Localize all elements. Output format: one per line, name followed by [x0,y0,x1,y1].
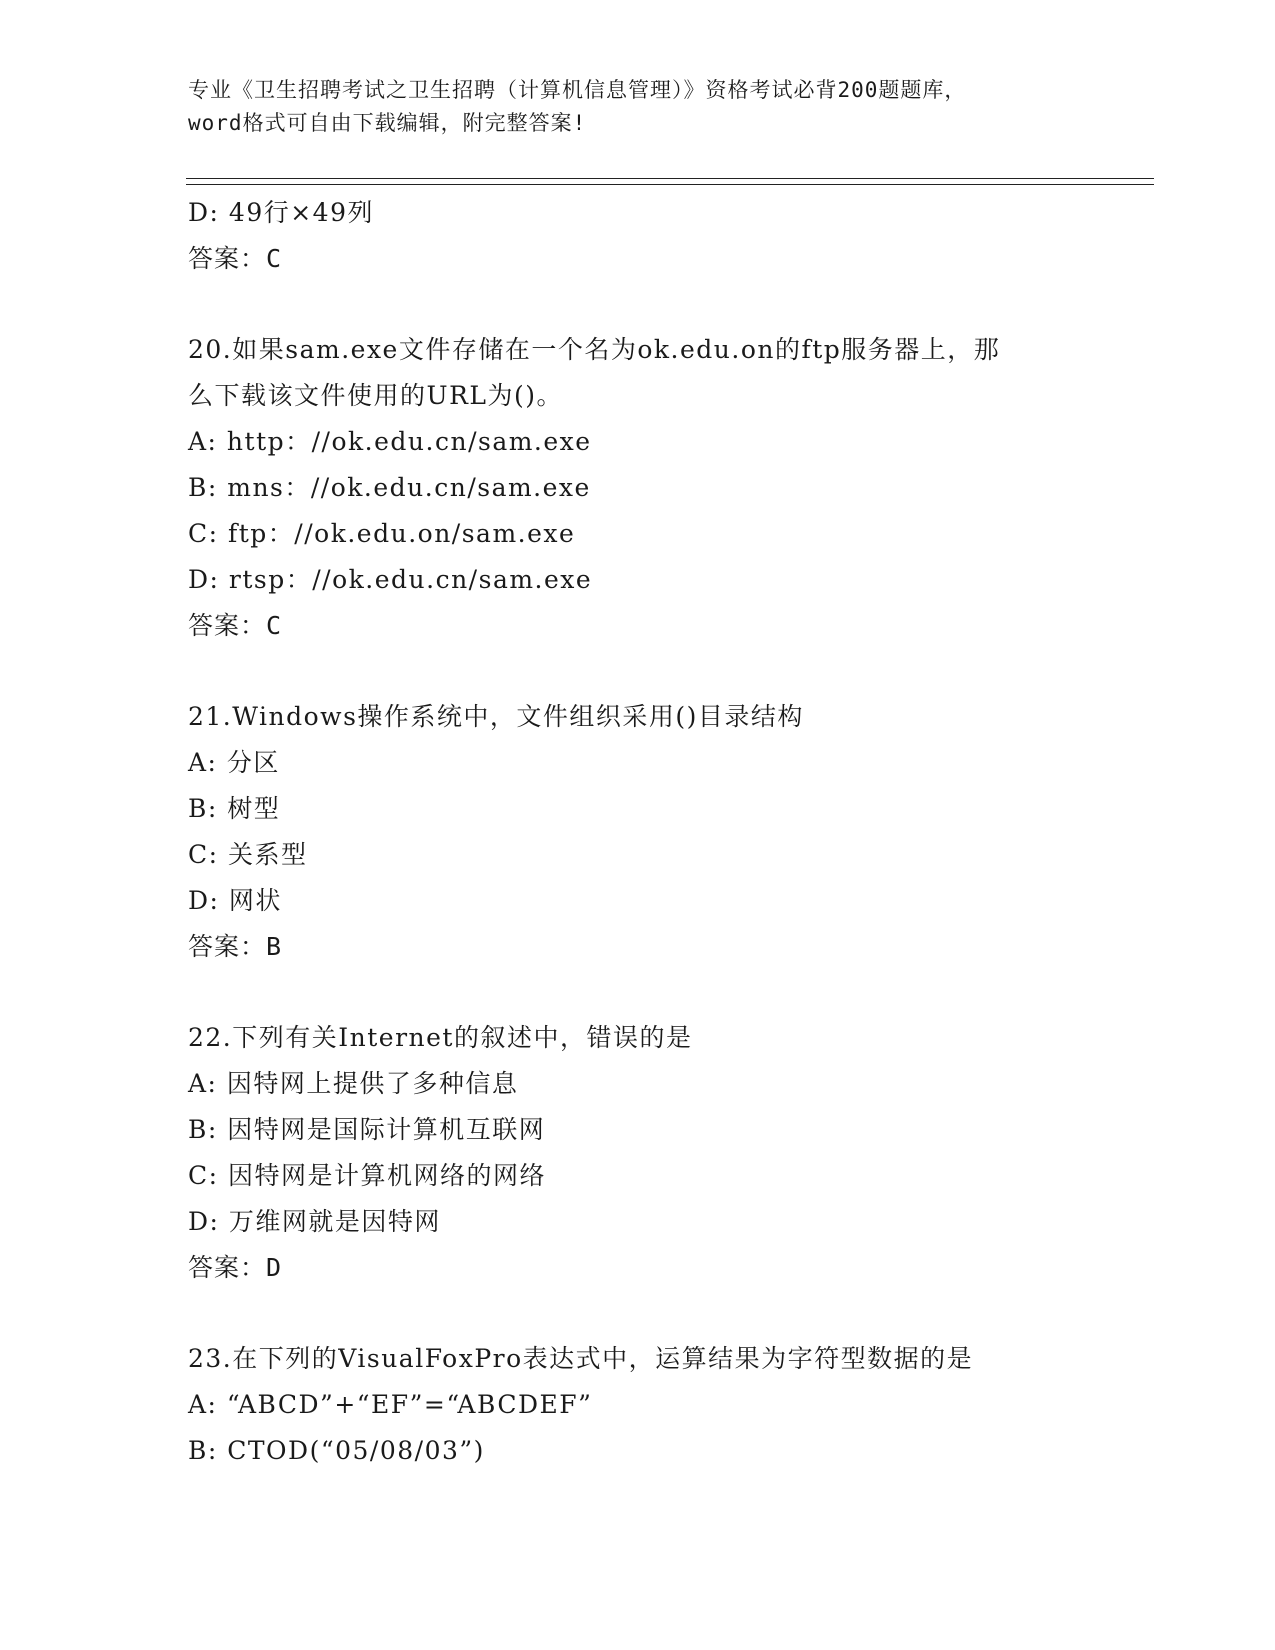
question-stem: 21.Windows操作系统中，文件组织采用()目录结构 [188,702,804,731]
option-c: C: ftp：//ok.edu.on/sam.exe [188,519,576,548]
answer-label: 答案：C [188,611,283,640]
header-line-1: 专业《卫生招聘考试之卫生招聘（计算机信息管理）》资格考试必背200题题库， [188,78,967,102]
option-b: B: CTOD(“05/08/03”) [188,1436,485,1465]
question-stem-continued: 么下载该文件使用的URL为()。 [188,381,564,410]
option-d: D: rtsp：//ok.edu.cn/sam.exe [188,565,593,594]
option-d: D: 网状 [188,886,282,915]
spacer [188,970,1168,1015]
option-b: B: mns：//ok.edu.cn/sam.exe [188,473,591,502]
option-a: A: http：//ok.edu.cn/sam.exe [188,427,592,456]
option-b: B: 树型 [188,794,281,823]
header-line-2: word格式可自由下载编辑，附完整答案! [188,111,587,135]
document-header [188,74,1088,140]
option-a: A: 因特网上提供了多种信息 [188,1069,519,1098]
answer-label: 答案：B [188,932,283,961]
option-b: B: 因特网是国际计算机互联网 [188,1115,546,1144]
header-divider-top [186,178,1154,179]
header-divider-bottom [186,184,1154,185]
question-21 [188,694,1168,970]
spacer [188,649,1168,694]
answer-label: 答案：C [188,244,283,273]
question-23 [188,1336,1168,1474]
question-22 [188,1015,1168,1291]
question-19-tail [188,190,1168,282]
option-a: A: 分区 [188,748,280,777]
question-20 [188,327,1168,649]
document-body [188,190,1168,1474]
option-c: C: 因特网是计算机网络的网络 [188,1161,546,1190]
question-stem: 22.下列有关Internet的叙述中，错误的是 [188,1023,693,1052]
answer-label: 答案：D [188,1253,283,1282]
spacer [188,282,1168,327]
option-d: D: 万维网就是因特网 [188,1207,441,1236]
option-a: A: “ABCD”+“EF”=“ABCDEF” [188,1390,593,1419]
spacer [188,1291,1168,1336]
question-stem: 20.如果sam.exe文件存储在一个名为ok.edu.on的ftp服务器上，那 [188,335,1001,364]
option-c: C: 关系型 [188,840,308,869]
option-d: D: 49行×49列 [188,198,374,227]
question-stem: 23.在下列的VisualFoxPro表达式中，运算结果为字符型数据的是 [188,1344,974,1373]
